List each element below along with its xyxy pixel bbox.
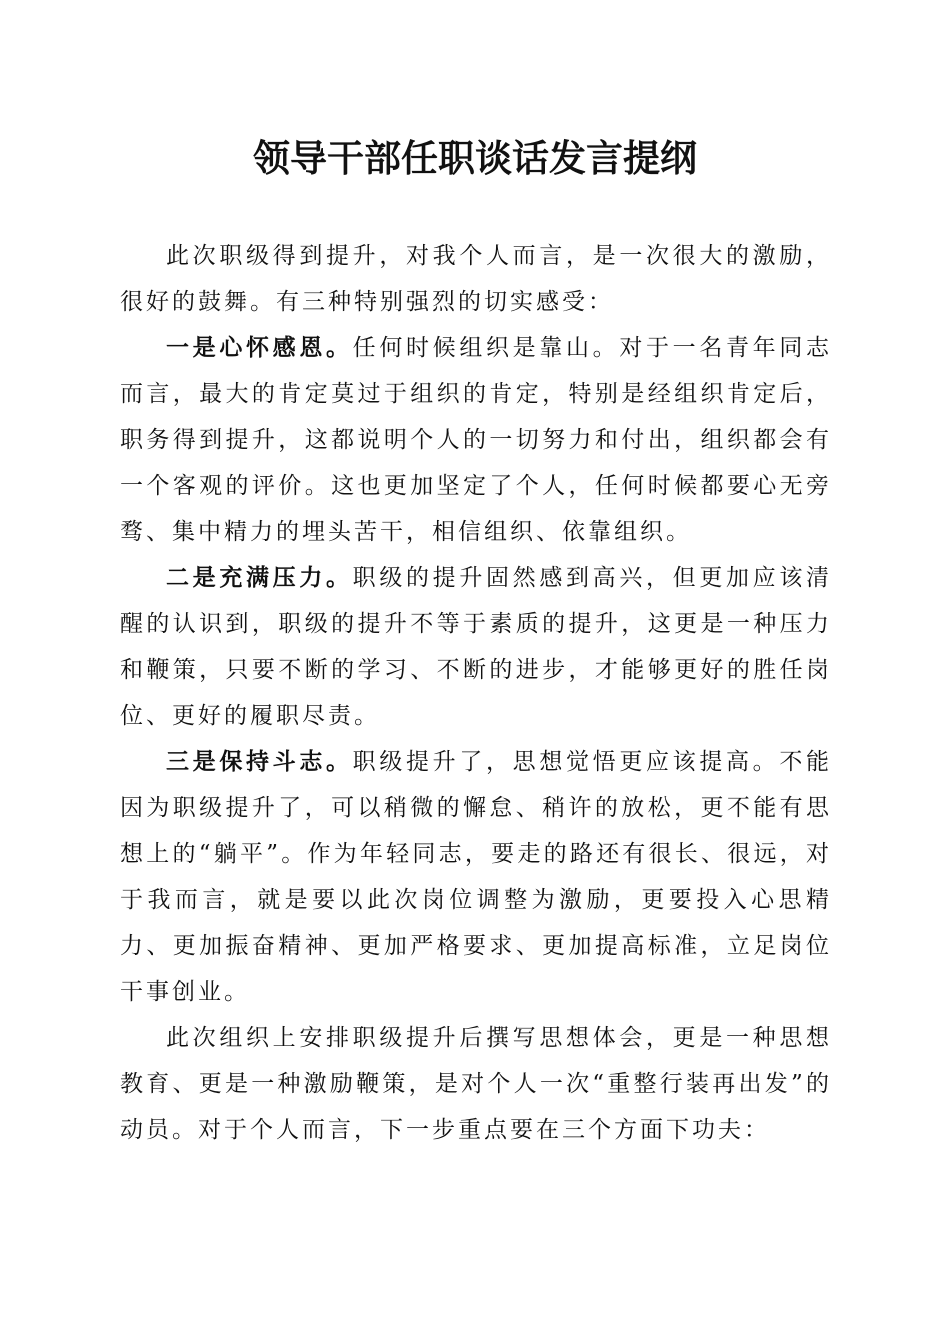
paragraph-pressure xyxy=(120,555,832,739)
paragraph-text: 此次职级得到提升，对我个人而言，是一次很大的激励，很好的鼓舞。有三种特别强烈的切实感受： xyxy=(120,243,832,315)
paragraph-gratitude xyxy=(120,325,832,555)
paragraph-lead: 三是保持斗志。 xyxy=(166,748,353,775)
paragraph-text: 职级提升了，思想觉悟更应该提高。不能因为职级提升了，可以稍微的懈怠、稍许的放松，更不能有思想上的“躺平”。作为年轻同志，要走的路还有很长、很远，对于我而言，就是要以此次岗位调整为激励，更要投入心思精力、更加振奋精神、更加严格要求、更加提高标准，立足岗位干事创业。 xyxy=(120,749,833,1005)
paragraph-lead: 二是充满压力。 xyxy=(166,564,353,591)
paragraph-text: 职级的提升固然感到高兴，但更加应该清醒的认识到，职级的提升不等于素质的提升，这更是一种压力和鞭策，只要不断的学习、不断的进步，才能够更好的胜任岗位、更好的履职尽责。 xyxy=(120,565,833,729)
paragraph-text: 任何时候组织是靠山。对于一名青年同志而言，最大的肯定莫过于组织的肯定，特别是经组织肯定后，职务得到提升，这都说明个人的一切努力和付出，组织都会有一个客观的评价。这也更加坚定了个人，任何时候都要心无旁骛、集中精力的埋头苦干，相信组织、依靠组织。 xyxy=(120,335,833,545)
paragraph-text: 此次组织上安排职级提升后撰写思想体会，更是一种思想教育、更是一种激励鞭策，是对个人一次“重整行装再出发”的动员。对于个人而言，下一步重点要在三个方面下功夫： xyxy=(120,1025,832,1143)
paragraph-spirit xyxy=(120,739,832,1015)
paragraph-lead: 一是心怀感恩。 xyxy=(166,334,353,361)
paragraph-next-steps xyxy=(120,1015,832,1153)
document-title: 领导干部任职谈话发言提纲 xyxy=(253,136,697,180)
paragraph-intro xyxy=(120,233,832,325)
document-body xyxy=(120,233,832,1153)
